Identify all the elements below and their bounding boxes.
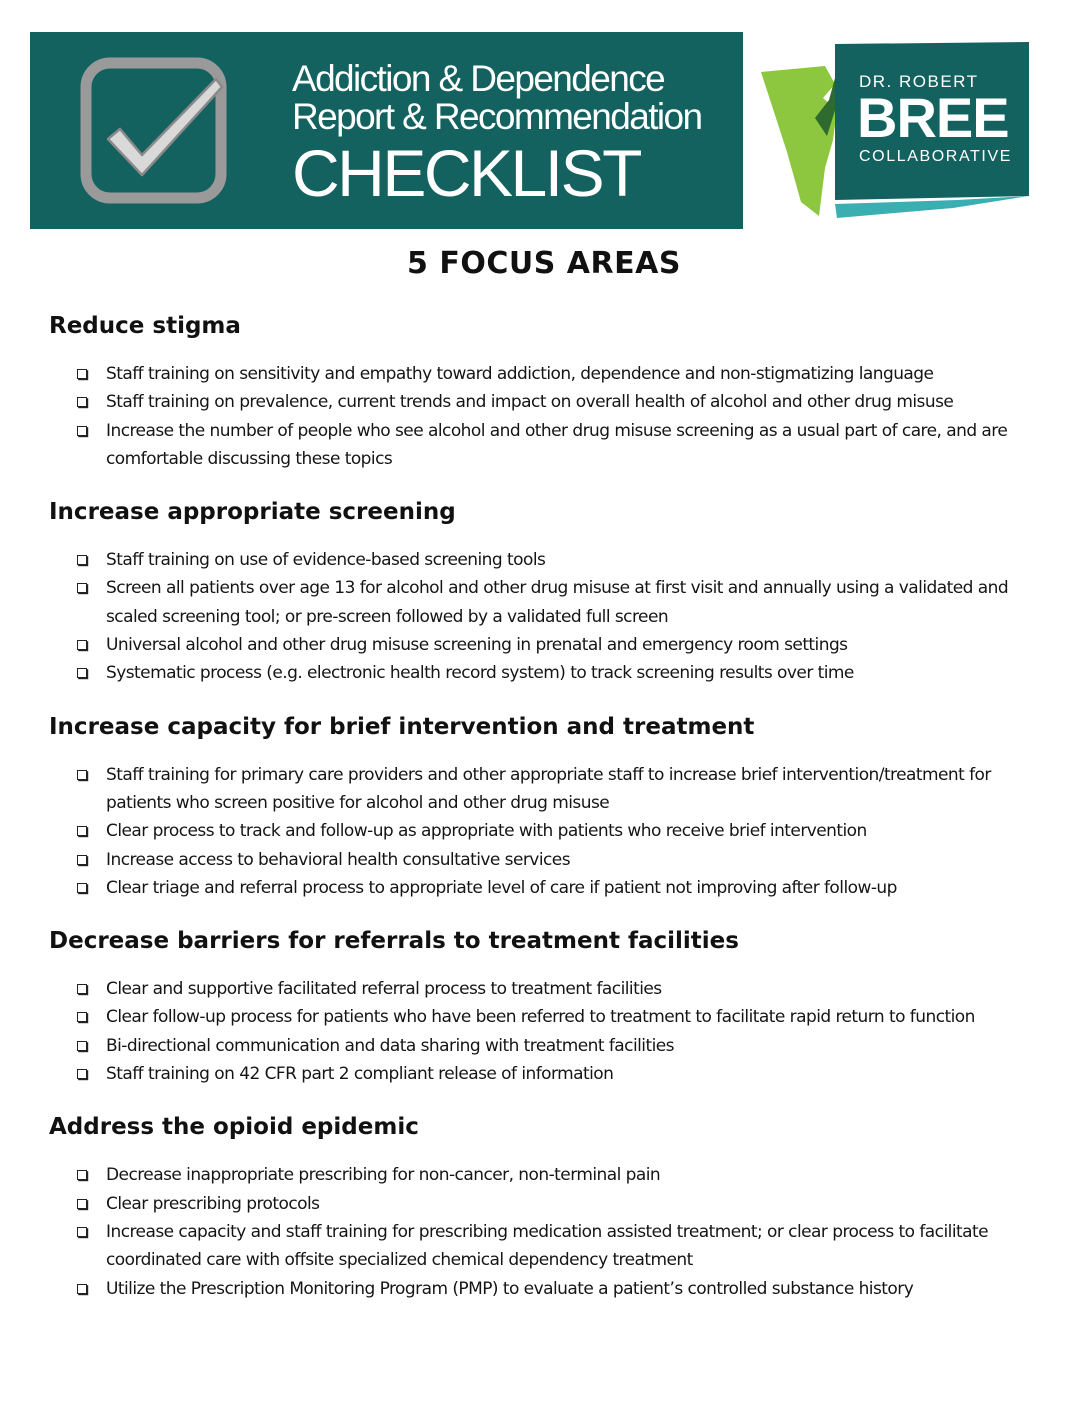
checklist-item-text: Clear follow-up process for patients who have been referred to treatment to facilitate rapid return to function <box>106 1007 975 1028</box>
checklist-item <box>49 360 1059 388</box>
header-title-block <box>292 60 701 208</box>
checklist-item <box>49 1032 1059 1060</box>
checkbox-icon[interactable] <box>77 426 87 436</box>
checklist-item-text: Decrease inappropriate prescribing for non-cancer, non-terminal pain <box>106 1165 661 1186</box>
checkbox-icon[interactable] <box>77 883 87 893</box>
checklist-item <box>49 1218 1059 1275</box>
checklist-items <box>49 975 1059 1088</box>
checkbox-icon[interactable] <box>77 1170 87 1180</box>
checklist-item-text: Staff training on prevalence, current trends and impact on overall health of alcohol and other drug misuse <box>106 392 954 413</box>
checklist-item <box>49 1190 1059 1218</box>
checklist-item <box>49 817 1059 845</box>
header-title-line2: Report & Recommendation <box>292 96 702 137</box>
header-title-checklist: CHECKLIST <box>292 136 640 210</box>
checkbox-icon[interactable] <box>77 640 87 650</box>
checklist-item <box>49 975 1059 1003</box>
checklist-items <box>49 360 1059 473</box>
focus-area-section <box>49 1109 1059 1302</box>
header-title-line1: Addiction & Dependence <box>292 58 665 99</box>
section-title: Address the opioid epidemic <box>49 1114 419 1141</box>
bree-collaborative-logo <box>757 40 1033 220</box>
focus-area-section <box>49 308 1059 473</box>
focus-area-section <box>49 494 1059 687</box>
logo-bree: BREE <box>857 86 1009 149</box>
checklist-item-text: Staff training on sensitivity and empathy toward addiction, dependence and non-stigmatizing language <box>106 364 934 384</box>
focus-area-section <box>49 923 1059 1088</box>
checklist-item <box>49 546 1059 574</box>
checkbox-icon[interactable] <box>77 1199 87 1209</box>
checklist-item <box>49 388 1059 416</box>
checklist-item-text: Staff training for primary care providers and other appropriate staff to increase brief intervention/treatment for patients who screen positive for alcohol and other drug misuse <box>106 764 991 813</box>
checkbox-icon[interactable] <box>77 855 87 865</box>
checklist-item-text: Clear process to track and follow-up as appropriate with patients who receive brief intervention <box>106 821 867 842</box>
checklist-items <box>49 761 1059 902</box>
checklist-item <box>49 417 1059 474</box>
checkbox-icon[interactable] <box>77 770 87 780</box>
checklist-item-text: Increase the number of people who see alcohol and other drug misuse screening as a usual part of care, and are comfortable discussing these topics <box>106 420 1008 469</box>
page-title: 5 FOCUS AREAS <box>407 246 681 281</box>
checkbox-icon[interactable] <box>77 984 87 994</box>
checklist-item-text: Clear triage and referral process to appropriate level of care if patient not improving after follow-up <box>106 877 897 898</box>
checklist-item-text: Bi-directional communication and data sharing with treatment facilities <box>106 1035 674 1056</box>
checkbox-icon[interactable] <box>77 1012 87 1022</box>
logo-collaborative: COLLABORATIVE <box>859 148 1012 165</box>
checkbox-icon[interactable] <box>77 1069 87 1079</box>
section-title: Increase capacity for brief intervention and treatment <box>49 713 755 740</box>
checklist-item-text: Utilize the Prescription Monitoring Program (PMP) to evaluate a patient’s controlled substance history <box>106 1278 914 1299</box>
checklist-items <box>49 546 1059 687</box>
checkbox-icon[interactable] <box>77 397 87 407</box>
checklist-item-text: Increase access to behavioral health consultative services <box>106 849 571 870</box>
checkbox-icon[interactable] <box>77 555 87 565</box>
checklist-item-text: Clear prescribing protocols <box>106 1193 320 1214</box>
checklist-content <box>49 308 1059 1324</box>
checklist-item-text: Increase capacity and staff training for prescribing medication assisted treatment; or clear process to facilitate coordinated care with offsite specialized chemical dependency treatment <box>106 1221 988 1271</box>
checklist-item <box>49 659 1059 687</box>
checklist-item <box>49 1161 1059 1189</box>
checklist-item <box>49 631 1059 659</box>
checklist-item-text: Staff training on 42 CFR part 2 compliant release of information <box>106 1064 614 1085</box>
checklist-item-text: Staff training on use of evidence-based screening tools <box>106 550 546 571</box>
checkbox-icon[interactable] <box>77 1284 87 1294</box>
checkbox-icon[interactable] <box>77 583 87 593</box>
checklist-item <box>49 874 1059 902</box>
checklist-item <box>49 1060 1059 1088</box>
checklist-item-text: Screen all patients over age 13 for alcohol and other drug misuse at first visit and annually using a validated and scaled screening tool; or pre-screen followed by a validated full screen <box>106 578 1009 627</box>
checkbox-icon[interactable] <box>77 1227 87 1237</box>
checklist-item <box>49 1275 1059 1303</box>
checklist-item <box>49 574 1059 631</box>
section-title: Reduce stigma <box>49 313 241 339</box>
checklist-item <box>49 846 1059 874</box>
checklist-items <box>49 1161 1059 1302</box>
logo-dr-robert: DR. ROBERT <box>859 72 979 91</box>
section-title: Increase appropriate screening <box>49 499 456 526</box>
checklist-item-text: Universal alcohol and other drug misuse screening in prenatal and emergency room settings <box>106 635 848 656</box>
checkbox-icon[interactable] <box>77 1041 87 1051</box>
checkbox-check-icon <box>80 57 227 204</box>
checklist-item-text: Clear and supportive facilitated referral process to treatment facilities <box>106 979 662 1000</box>
section-title: Decrease barriers for referrals to treatment facilities <box>49 928 739 955</box>
checklist-item-text: Systematic process (e.g. electronic health record system) to track screening results over time <box>106 663 854 684</box>
checkbox-icon[interactable] <box>77 668 87 678</box>
header-banner <box>30 32 743 229</box>
checklist-item <box>49 1003 1059 1031</box>
checkbox-icon[interactable] <box>77 826 87 836</box>
checkbox-icon[interactable] <box>77 369 87 379</box>
checklist-item <box>49 761 1059 818</box>
focus-area-section <box>49 709 1059 902</box>
